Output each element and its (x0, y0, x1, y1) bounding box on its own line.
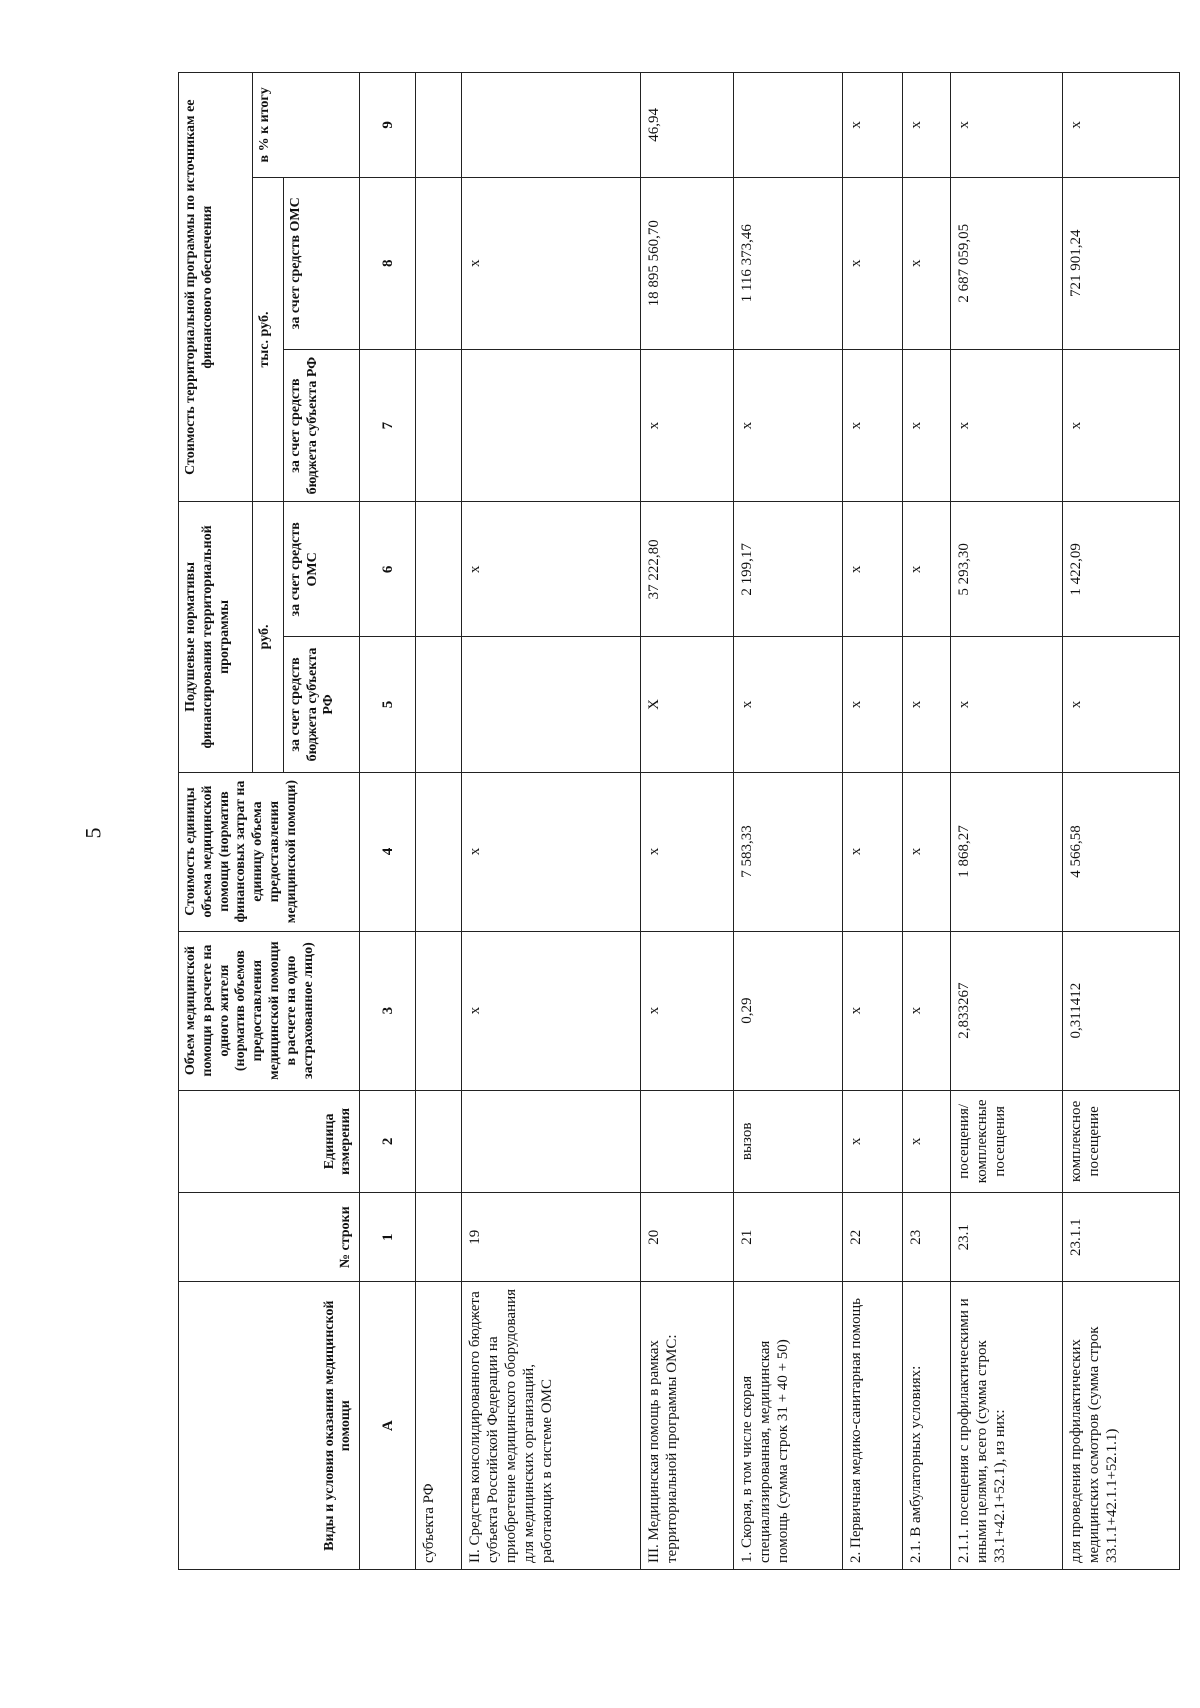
row-unit-cost (416, 772, 461, 931)
header-unit-cost: Стоимость единицы объема медицинской помощи (норматив финансовых затрат на единицу объема предоставления медицинской помощи) (179, 772, 360, 931)
row-unit (461, 1090, 640, 1192)
col-num: 3 (360, 931, 416, 1090)
financing-table (178, 72, 1180, 1570)
col-num: 1 (360, 1193, 416, 1282)
row-description: III. Медицинская помощь в рамках территориальной программы ОМС: (640, 1282, 733, 1570)
row-description: субъекта РФ (416, 1282, 461, 1570)
row-budget-total: х (1063, 349, 1180, 502)
row-unit-cost: х (903, 772, 951, 931)
header-row-1 (179, 73, 253, 1570)
col-num: А (360, 1282, 416, 1570)
row-percent: х (950, 73, 1062, 178)
row-unit: х (843, 1090, 903, 1192)
row-volume: 2,833267 (950, 931, 1062, 1090)
row-unit (416, 1090, 461, 1192)
row-line-number (416, 1193, 461, 1282)
row-line-number: 20 (640, 1193, 733, 1282)
row-oms-per-capita: х (903, 502, 951, 637)
row-oms-total: х (843, 177, 903, 349)
row-oms-total (416, 177, 461, 349)
header-col7: за счет средств бюджета субъекта РФ (283, 349, 359, 502)
row-percent (733, 73, 843, 178)
row-oms-per-capita: х (461, 502, 640, 637)
table-row (640, 73, 733, 1570)
row-oms-total: х (461, 177, 640, 349)
row-budget-total (416, 349, 461, 502)
header-total-cost: Стоимость территориальной программы по источникам ее финансового обеспечения (179, 73, 253, 502)
table-row (1063, 73, 1180, 1570)
row-budget-per-capita (416, 637, 461, 772)
row-volume (416, 931, 461, 1090)
row-unit-cost: х (640, 772, 733, 931)
table-row (733, 73, 843, 1570)
row-oms-per-capita: х (843, 502, 903, 637)
column-number-row (360, 73, 416, 1570)
row-budget-per-capita (461, 637, 640, 772)
row-unit (640, 1090, 733, 1192)
row-line-number: 19 (461, 1193, 640, 1282)
row-description: II. Средства консолидированного бюджета субъекта Российской Федерации на приобретение медицинского оборудования для медицинских организаций, работающих в системе ОМС (461, 1282, 640, 1570)
row-oms-per-capita: 2 199,17 (733, 502, 843, 637)
rotated-table-wrapper (178, 72, 1180, 1570)
row-percent: 46,94 (640, 73, 733, 178)
row-unit: комплексное посещение (1063, 1090, 1180, 1192)
table-row (903, 73, 951, 1570)
row-oms-per-capita: 1 422,09 (1063, 502, 1180, 637)
row-budget-total: х (733, 349, 843, 502)
header-per-capita: Подушевые нормативы финансирования территориальной программы (179, 502, 253, 772)
row-oms-per-capita (416, 502, 461, 637)
row-unit: х (903, 1090, 951, 1192)
row-line-number: 23.1.1 (1063, 1193, 1180, 1282)
row-line-number: 22 (843, 1193, 903, 1282)
row-budget-per-capita: х (1063, 637, 1180, 772)
table-row (950, 73, 1062, 1570)
table-row (461, 73, 640, 1570)
row-description: 2. Первичная медико-санитарная помощь (843, 1282, 903, 1570)
row-description: для проведения профилактических медицинских осмотров (сумма строк 33.1.1+42.1.1+52.1.1) (1063, 1282, 1180, 1570)
col-num: 4 (360, 772, 416, 931)
row-unit-cost: 4 566,58 (1063, 772, 1180, 931)
row-oms-total: 1 116 373,46 (733, 177, 843, 349)
header-col6: за счет средств ОМС (283, 502, 359, 637)
header-per-capita-unit: руб. (252, 502, 283, 772)
row-percent (416, 73, 461, 178)
row-volume: х (903, 931, 951, 1090)
col-num: 9 (360, 73, 416, 178)
row-volume: х (640, 931, 733, 1090)
header-types: Виды и условия оказания медицинской помощи (179, 1282, 360, 1570)
row-volume: х (843, 931, 903, 1090)
row-budget-total: х (950, 349, 1062, 502)
row-budget-per-capita: х (950, 637, 1062, 772)
header-total-unit: тыс. руб. (252, 177, 283, 502)
col-num: 7 (360, 349, 416, 502)
row-oms-total: х (903, 177, 951, 349)
row-budget-total: х (640, 349, 733, 502)
row-oms-total: 2 687 059,05 (950, 177, 1062, 349)
row-volume: х (461, 931, 640, 1090)
page-number: 5 (80, 827, 106, 839)
row-volume: 0,29 (733, 931, 843, 1090)
col-num: 6 (360, 502, 416, 637)
header-unit: Единица измерения (179, 1090, 360, 1192)
row-description: 2.1.1. посещения с профилактическими и иными целями, всего (сумма строк 33.1+42.1+52.1), из них: (950, 1282, 1062, 1570)
row-budget-total: х (843, 349, 903, 502)
row-percent (461, 73, 640, 178)
row-oms-total: 721 901,24 (1063, 177, 1180, 349)
row-oms-per-capita: 5 293,30 (950, 502, 1062, 637)
row-budget-per-capita: х (843, 637, 903, 772)
row-unit-cost: 1 868,27 (950, 772, 1062, 931)
row-unit: посещения/комплексные посещения (950, 1090, 1062, 1192)
header-col8: за счет средств ОМС (283, 177, 359, 349)
row-budget-per-capita: х (903, 637, 951, 772)
row-oms-per-capita: 37 222,80 (640, 502, 733, 637)
col-num: 8 (360, 177, 416, 349)
row-volume: 0,311412 (1063, 931, 1180, 1090)
row-unit-cost: 7 583,33 (733, 772, 843, 931)
row-description: 2.1. В амбулаторных условиях: (903, 1282, 951, 1570)
row-budget-total (461, 349, 640, 502)
row-budget-per-capita: х (733, 637, 843, 772)
row-line-number: 21 (733, 1193, 843, 1282)
row-line-number: 23.1 (950, 1193, 1062, 1282)
header-volume: Объем медицинской помощи в расчете на одного жителя (норматив объемов предоставления медицинской помощи в расчете на одно застрахованное лицо) (179, 931, 360, 1090)
row-unit-cost: х (843, 772, 903, 931)
row-budget-per-capita: Х (640, 637, 733, 772)
row-line-number: 23 (903, 1193, 951, 1282)
row-unit-cost: х (461, 772, 640, 931)
header-col5: за счет средств бюджета субъекта РФ (283, 637, 359, 772)
col-num: 2 (360, 1090, 416, 1192)
row-percent: х (843, 73, 903, 178)
row-percent: х (903, 73, 951, 178)
row-unit: вызов (733, 1090, 843, 1192)
row-budget-total: х (903, 349, 951, 502)
col-num: 5 (360, 637, 416, 772)
header-col9: в % к итогу (252, 73, 359, 178)
table-row (416, 73, 461, 1570)
row-description: 1. Скорая, в том числе скорая специализированная, медицинская помощь (сумма строк 31 + 40 + 50) (733, 1282, 843, 1570)
table-body (416, 73, 1180, 1570)
header-line-number: № строки (179, 1193, 360, 1282)
table-row (843, 73, 903, 1570)
row-oms-total: 18 895 560,70 (640, 177, 733, 349)
row-percent: х (1063, 73, 1180, 178)
